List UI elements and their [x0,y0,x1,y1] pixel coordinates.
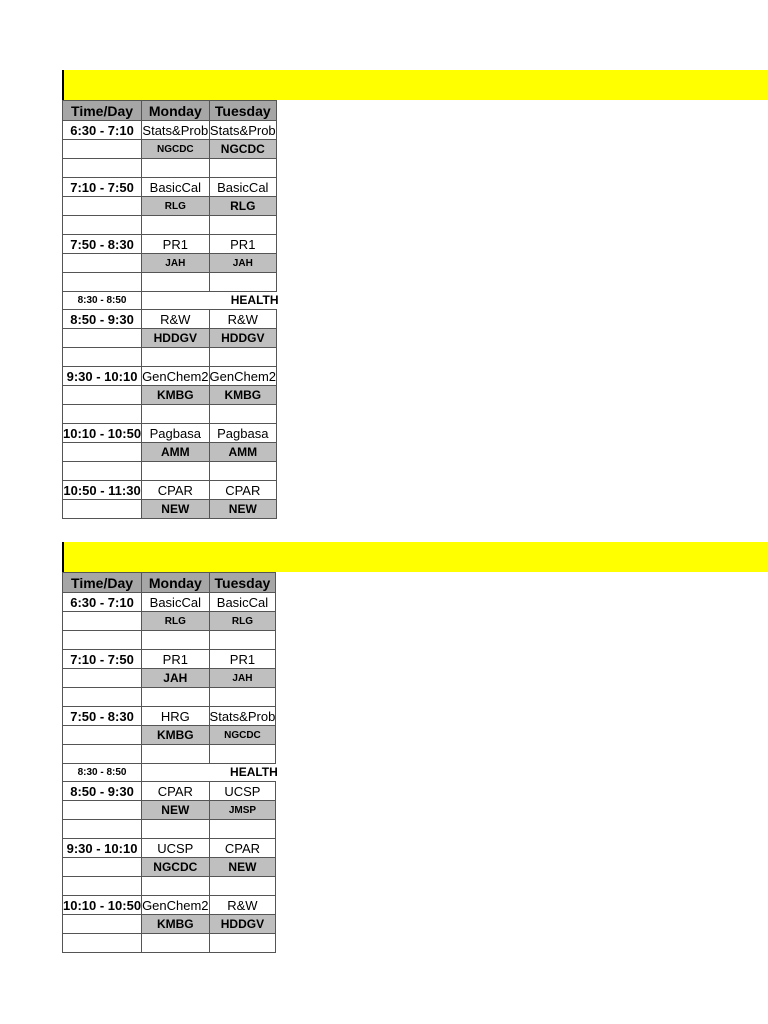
time-cell: 7:10 - 7:50 [63,178,142,197]
monday-teacher: JAH [142,254,209,273]
tuesday-teacher: JAH [209,669,276,688]
col-header-tuesday: Tuesday [209,101,276,121]
table-row [63,329,277,348]
monday-subject: R&W [142,310,209,329]
empty-cell [63,934,142,953]
empty-cell [63,877,142,896]
tuesday-teacher: JMSP [209,801,276,820]
monday-teacher: RLG [142,612,209,631]
table-row [63,820,276,839]
time-cell: 10:10 - 10:50 [63,425,142,441]
table-row [63,593,276,612]
monday-subject: PR1 [142,650,209,669]
table-row [63,500,277,519]
break-cell [142,292,277,310]
empty-cell [209,273,276,292]
monday-subject: UCSP [142,839,209,858]
empty-cell [63,612,142,631]
empty-cell [209,405,276,424]
table-row [63,310,277,329]
tuesday-teacher: NEW [209,500,276,519]
monday-teacher: NGCDC [142,140,209,159]
col-header-monday: Monday [142,573,209,593]
table-row [63,197,277,216]
time-cell: 7:10 - 7:50 [63,650,142,669]
monday-subject: CPAR [142,782,209,801]
empty-cell [63,140,142,159]
tuesday-teacher: NGCDC [209,140,276,159]
tuesday-subject: BasicCal [209,593,276,612]
monday-teacher: JAH [142,669,209,688]
time-cell: 8:50 - 9:30 [63,310,142,329]
tuesday-subject: CPAR [209,839,276,858]
empty-cell [63,500,142,519]
time-cell: 8:30 - 8:50 [63,292,142,310]
time-cell: 7:50 - 8:30 [63,235,142,254]
monday-teacher: AMM [142,443,209,462]
table-row [63,178,277,197]
table-row [63,877,276,896]
tuesday-teacher: KMBG [209,386,276,405]
empty-cell [209,934,276,953]
monday-subject: HRG [142,707,209,726]
table-row [63,235,277,254]
table-row [63,858,276,877]
monday-teacher: NEW [142,801,209,820]
section-banner-2 [62,542,768,572]
time-cell: 8:50 - 9:30 [63,782,142,801]
table-row [63,726,276,745]
time-cell: 8:30 - 8:50 [63,764,142,782]
break-label: HEALTH [230,293,279,307]
tuesday-teacher: AMM [209,443,276,462]
header-row [63,101,277,121]
empty-cell [142,159,209,178]
empty-cell [142,877,209,896]
monday-subject: Stats&Prob [142,122,209,138]
tuesday-teacher: NEW [209,858,276,877]
time-cell: 9:30 - 10:10 [63,839,142,858]
empty-cell [63,273,142,292]
empty-cell [142,348,209,367]
monday-teacher: KMBG [142,386,209,405]
monday-subject: GenChem2 [142,368,209,384]
tuesday-subject: BasicCal [209,178,276,197]
empty-cell [209,631,276,650]
empty-cell [63,405,142,424]
empty-cell [209,820,276,839]
empty-cell [63,915,142,934]
table-row [63,481,277,500]
tuesday-subject: PR1 [209,235,276,254]
empty-cell [63,801,142,820]
col-header-monday: Monday [142,101,209,121]
tuesday-subject: Pagbasa [209,424,276,443]
table-row [63,348,277,367]
table-row [63,745,276,764]
time-cell: 10:50 - 11:30 [63,482,141,498]
empty-cell [142,745,209,764]
empty-cell [142,462,209,481]
break-row [63,292,277,310]
monday-subject: BasicCal [142,178,209,197]
tuesday-subject: R&W [209,896,276,915]
empty-cell [142,934,209,953]
table-row [63,254,277,273]
monday-subject: CPAR [142,481,209,500]
tuesday-subject: PR1 [209,650,276,669]
col-header-time: Time/Day [63,573,142,593]
tuesday-teacher: HDDGV [209,329,276,348]
monday-teacher: NGCDC [142,858,209,877]
table-row [63,782,276,801]
table-row [63,405,277,424]
empty-cell [209,688,276,707]
tuesday-subject: GenChem2 [209,368,277,384]
table-row [63,462,277,481]
monday-teacher: HDDGV [142,329,209,348]
table-row [63,140,277,159]
break-row [63,764,276,782]
empty-cell [63,745,142,764]
empty-cell [142,631,209,650]
empty-cell [63,386,142,405]
monday-subject: GenChem2 [142,897,209,913]
break-cell [142,764,276,782]
section-banner-1 [62,70,768,100]
tuesday-teacher: RLG [209,197,276,216]
table-row [63,443,277,462]
time-cell: 7:50 - 8:30 [63,707,142,726]
schedule-table-1 [62,100,277,519]
empty-cell [63,688,142,707]
empty-cell [63,726,142,745]
time-cell: 6:30 - 7:10 [63,593,142,612]
table-row [63,650,276,669]
monday-teacher: KMBG [142,915,209,934]
table-row [63,612,276,631]
empty-cell [63,631,142,650]
empty-cell [63,462,142,481]
tuesday-subject: R&W [209,310,276,329]
table-row [63,216,277,235]
empty-cell [209,159,276,178]
empty-cell [63,159,142,178]
tuesday-subject: CPAR [209,481,276,500]
col-header-tuesday: Tuesday [209,573,276,593]
table-row [63,273,277,292]
monday-teacher: RLG [142,197,209,216]
empty-cell [142,820,209,839]
time-cell: 9:30 - 10:10 [63,367,142,386]
empty-cell [63,669,142,688]
empty-cell [142,216,209,235]
empty-cell [63,858,142,877]
tuesday-subject: Stats&Prob [209,708,276,724]
empty-cell [209,462,276,481]
empty-cell [63,329,142,348]
empty-cell [63,254,142,273]
table-row [63,669,276,688]
table-row [63,688,276,707]
empty-cell [63,197,142,216]
empty-cell [209,745,276,764]
table-row [63,839,276,858]
table-row [63,121,277,140]
empty-cell [142,405,209,424]
monday-teacher: KMBG [142,726,209,745]
table-row [63,631,276,650]
tuesday-subject: Stats&Prob [209,122,276,138]
table-row [63,915,276,934]
table-row [63,934,276,953]
table-row [63,707,276,726]
monday-subject: PR1 [142,235,209,254]
col-header-time: Time/Day [63,101,142,121]
empty-cell [63,820,142,839]
empty-cell [63,216,142,235]
tuesday-teacher: JAH [209,254,276,273]
empty-cell [209,216,276,235]
tuesday-subject: UCSP [209,782,276,801]
empty-cell [209,348,276,367]
schedule-table-2 [62,572,276,953]
break-label: HEALTH [230,765,278,779]
table-row [63,424,277,443]
table-row [63,367,277,386]
table-row [63,896,276,915]
empty-cell [209,877,276,896]
monday-subject: Pagbasa [142,424,209,443]
empty-cell [142,273,209,292]
time-cell: 6:30 - 7:10 [63,121,142,140]
empty-cell [142,688,209,707]
table-row [63,386,277,405]
tuesday-teacher: RLG [209,612,276,631]
empty-cell [63,443,142,462]
monday-teacher: NEW [142,500,209,519]
table-row [63,801,276,820]
empty-cell [63,348,142,367]
monday-subject: BasicCal [142,593,209,612]
time-cell: 10:10 - 10:50 [63,897,142,913]
table-row [63,159,277,178]
tuesday-teacher: NGCDC [209,726,276,745]
header-row [63,573,276,593]
tuesday-teacher: HDDGV [209,915,276,934]
